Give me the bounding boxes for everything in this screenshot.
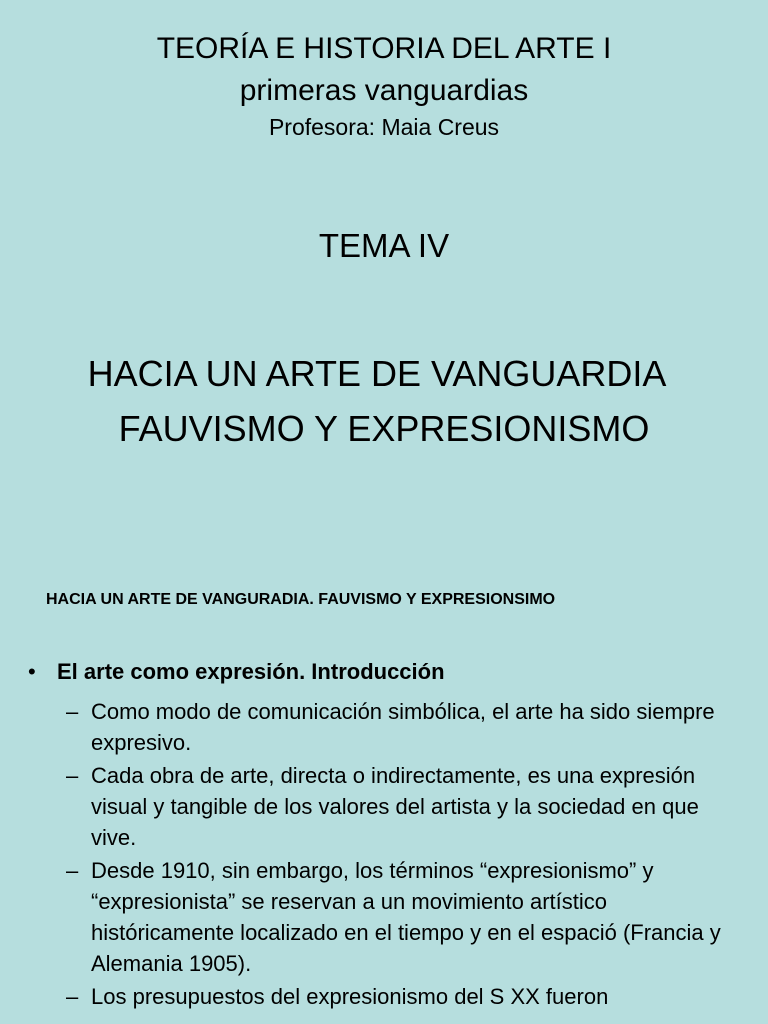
- main-bullet: [28, 657, 445, 687]
- list-item: [66, 696, 746, 758]
- list-item: [66, 760, 746, 853]
- main-bullet-text: El arte como expresión. Introducción: [57, 659, 445, 684]
- list-item-text: Los presupuestos del expresionismo del S XX fueron: [91, 984, 609, 1009]
- dash-icon: –: [66, 699, 79, 724]
- list-item: [66, 981, 746, 1012]
- dash-icon: –: [66, 858, 79, 883]
- course-title: TEORÍA E HISTORIA DEL ARTE I: [156, 32, 612, 65]
- dash-icon: –: [66, 984, 79, 1009]
- slide-title: HACIA UN ARTE DE VANGURADIA. FAUVISMO Y EXPRESIONSIMO: [46, 591, 556, 608]
- list-item: [66, 855, 746, 979]
- list-item-text: Como modo de comunicación simbólica, el arte ha sido siempre expresivo.: [91, 699, 715, 755]
- bullet-icon: •: [28, 659, 36, 684]
- content-slide: [0, 540, 768, 1024]
- topic-heading-line-2: FAUVISMO Y EXPRESIONISMO: [118, 408, 650, 449]
- list-item-text: Cada obra de arte, directa o indirectamente, es una expresión visual y tangible de los valores del artista y la sociedad en que vive.: [91, 763, 699, 850]
- dash-icon: –: [66, 763, 79, 788]
- course-subtitle: primeras vanguardias: [239, 74, 529, 107]
- professor-name: Profesora: Maia Creus: [268, 114, 500, 140]
- sub-bullet-list: [66, 696, 746, 1014]
- topic-number: TEMA IV: [318, 227, 450, 264]
- topic-heading-line-1: HACIA UN ARTE DE VANGUARDIA: [87, 353, 667, 394]
- list-item-text: Desde 1910, sin embargo, los términos “expresionismo” y “expresionista” se reservan a un movimiento artístico históricamente localizado en el tiempo y en el espació (Francia y Alemania 1905).: [91, 858, 721, 976]
